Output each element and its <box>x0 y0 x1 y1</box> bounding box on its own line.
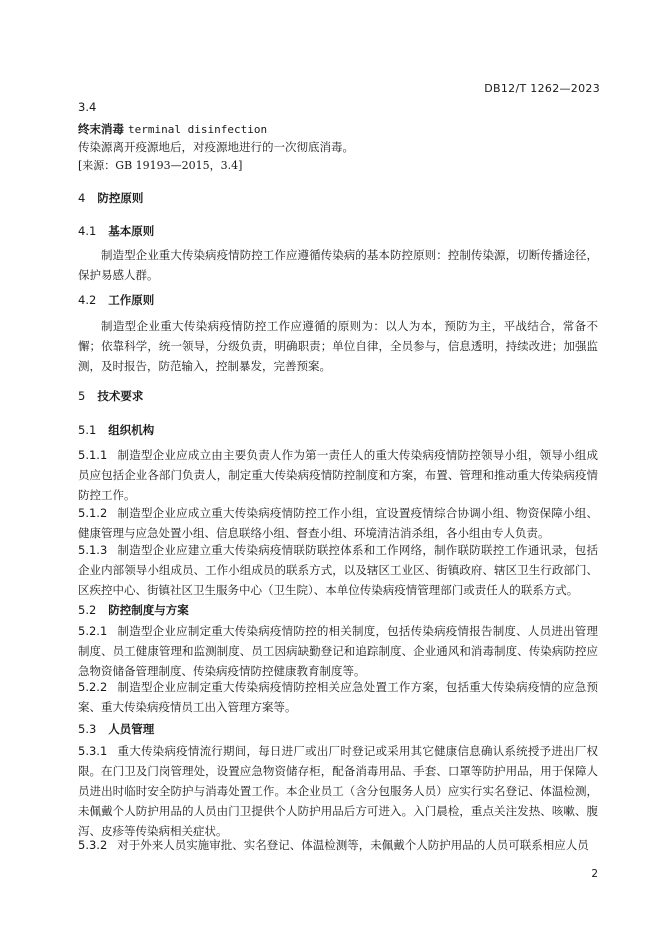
clause-text: 制造型企业应成立重大传染病疫情防控工作小组，宜设置疫情综合协调小组、物资保障小组、健康管理与应急处置小组、信息联络小组、督查小组、环境清洁消杀组，各小组由专人负责。 <box>78 506 598 540</box>
term-title-en: terminal disinfection <box>128 123 268 136</box>
section-number: 4 <box>78 191 86 205</box>
section-title: 防控制度与方案 <box>108 603 189 617</box>
section-number: 5.2 <box>78 603 97 617</box>
section-title: 基本原则 <box>108 224 155 238</box>
clause-text: 制造型企业应成立由主要负责人作为第一责任人的重大传染病疫情防控领导小组，领导小组成员应包括企业各部门负责人，制定重大传染病疫情防控制度和方案，布置、管理和推动重大传染病疫情防控工作。 <box>78 448 598 502</box>
clause-text: 制造型企业应建立重大传染病疫情联防联控体系和工作网络，制作联防联控工作通讯录，包括企业内部领导小组成员、工作小组成员的联系方式，以及辖区工业区、街镇政府、辖区卫生行政部门、区疾控中心、街镇社区卫生服务中心（卫生院）、本单位传染病疫情管理部门或责任人的联系方式。 <box>78 543 598 597</box>
section-4-heading <box>78 190 143 206</box>
clause-5-1-3 <box>78 540 598 600</box>
clause-text: 制造型企业应制定重大传染病疫情防控相关应急处置工作方案，包括重大传染病疫情的应急预案、重大传染病疫情员工出入管理方案等。 <box>78 680 598 714</box>
section-title: 工作原则 <box>108 293 155 307</box>
clause-number: 5.3.2 <box>78 838 108 852</box>
clause-5-3-1 <box>78 741 598 841</box>
clause-5-1-2 <box>78 503 598 543</box>
section-number: 4.1 <box>78 224 97 238</box>
section-title: 防控原则 <box>97 191 144 205</box>
section-5-2-heading <box>78 602 189 618</box>
standard-code: DB12/T 1262—2023 <box>484 82 600 95</box>
clause-text: 对于外来人员实施审批、实名登记、体温检测等，未佩戴个人防护用品的人员可联系相应人员 <box>117 838 589 852</box>
clause-number: 5.2.1 <box>78 624 108 638</box>
clause-text: 重大传染病疫情流行期间，每日进厂或出厂时登记或采用其它健康信息确认系统授予进出厂权限。在门卫及门岗管理处，设置应急物资储存柜，配备消毒用品、手套、口罩等防护用品，用于保障人员进出时临时安全防护与消毒处置工作。本企业员工（含分包服务人员）应实行实名登记、体温检测，未佩戴个人防护用品的人员由门卫提供个人防护用品后方可进入。入门晨检，重点关注发热、咳嗽、腹泻、皮疹等传染病相关症状。 <box>78 744 598 838</box>
clause-5-3-2 <box>78 835 598 855</box>
clause-number: 5.3.1 <box>78 744 108 758</box>
section-number: 4.2 <box>78 293 97 307</box>
clause-number: 5.1.1 <box>78 448 108 462</box>
section-4-2-heading <box>78 292 154 308</box>
term-heading <box>78 121 267 137</box>
clause-3-4-number: 3.4 <box>78 100 97 114</box>
page-number: 2 <box>591 868 598 880</box>
clause-5-2-2 <box>78 677 598 717</box>
term-definition: 传染源离开疫源地后，对疫源地进行的一次彻底消毒。 <box>78 140 354 154</box>
section-title: 人员管理 <box>108 722 155 736</box>
clause-number: 5.2.2 <box>78 680 108 694</box>
clause-text: 制造型企业应制定重大传染病疫情防控的相关制度，包括传染病疫情报告制度、人员进出管理制度、员工健康管理和监测制度、员工因病缺勤登记和追踪制度、企业通风和消毒制度、传染病防控应急物资储备管理制度、传染病疫情防控健康教育制度等。 <box>78 624 598 678</box>
clause-5-2-1 <box>78 621 598 681</box>
section-4-1-heading <box>78 223 154 239</box>
clause-5-1-1 <box>78 445 598 505</box>
section-4-2-text: 制造型企业重大传染病疫情防控工作应遵循的原则为：以人为本，预防为主，平战结合，常备不懈；依靠科学，统一领导，分级负责，明确职责；单位自律，全员参与，信息透明，持续改进；加强监测，及时报告，防范输入，控制暴发，完善预案。 <box>78 319 598 373</box>
clause-number: 5.1.3 <box>78 543 108 557</box>
section-number: 5.3 <box>78 722 97 736</box>
section-4-1-text: 制造型企业重大传染病疫情防控工作应遵循传染病的基本防控原则：控制传染源，切断传播途径，保护易感人群。 <box>78 248 598 282</box>
section-5-heading <box>78 388 143 404</box>
section-5-3-heading <box>78 721 154 737</box>
section-number: 5.1 <box>78 423 97 437</box>
section-5-1-heading <box>78 422 154 438</box>
term-source: [来源：GB 19193—2015，3.4] <box>78 159 243 172</box>
term-title: 终末消毒 <box>78 122 124 136</box>
clause-number: 5.1.2 <box>78 506 108 520</box>
section-title: 组织机构 <box>108 423 155 437</box>
section-number: 5 <box>78 389 86 403</box>
section-title: 技术要求 <box>97 389 144 403</box>
